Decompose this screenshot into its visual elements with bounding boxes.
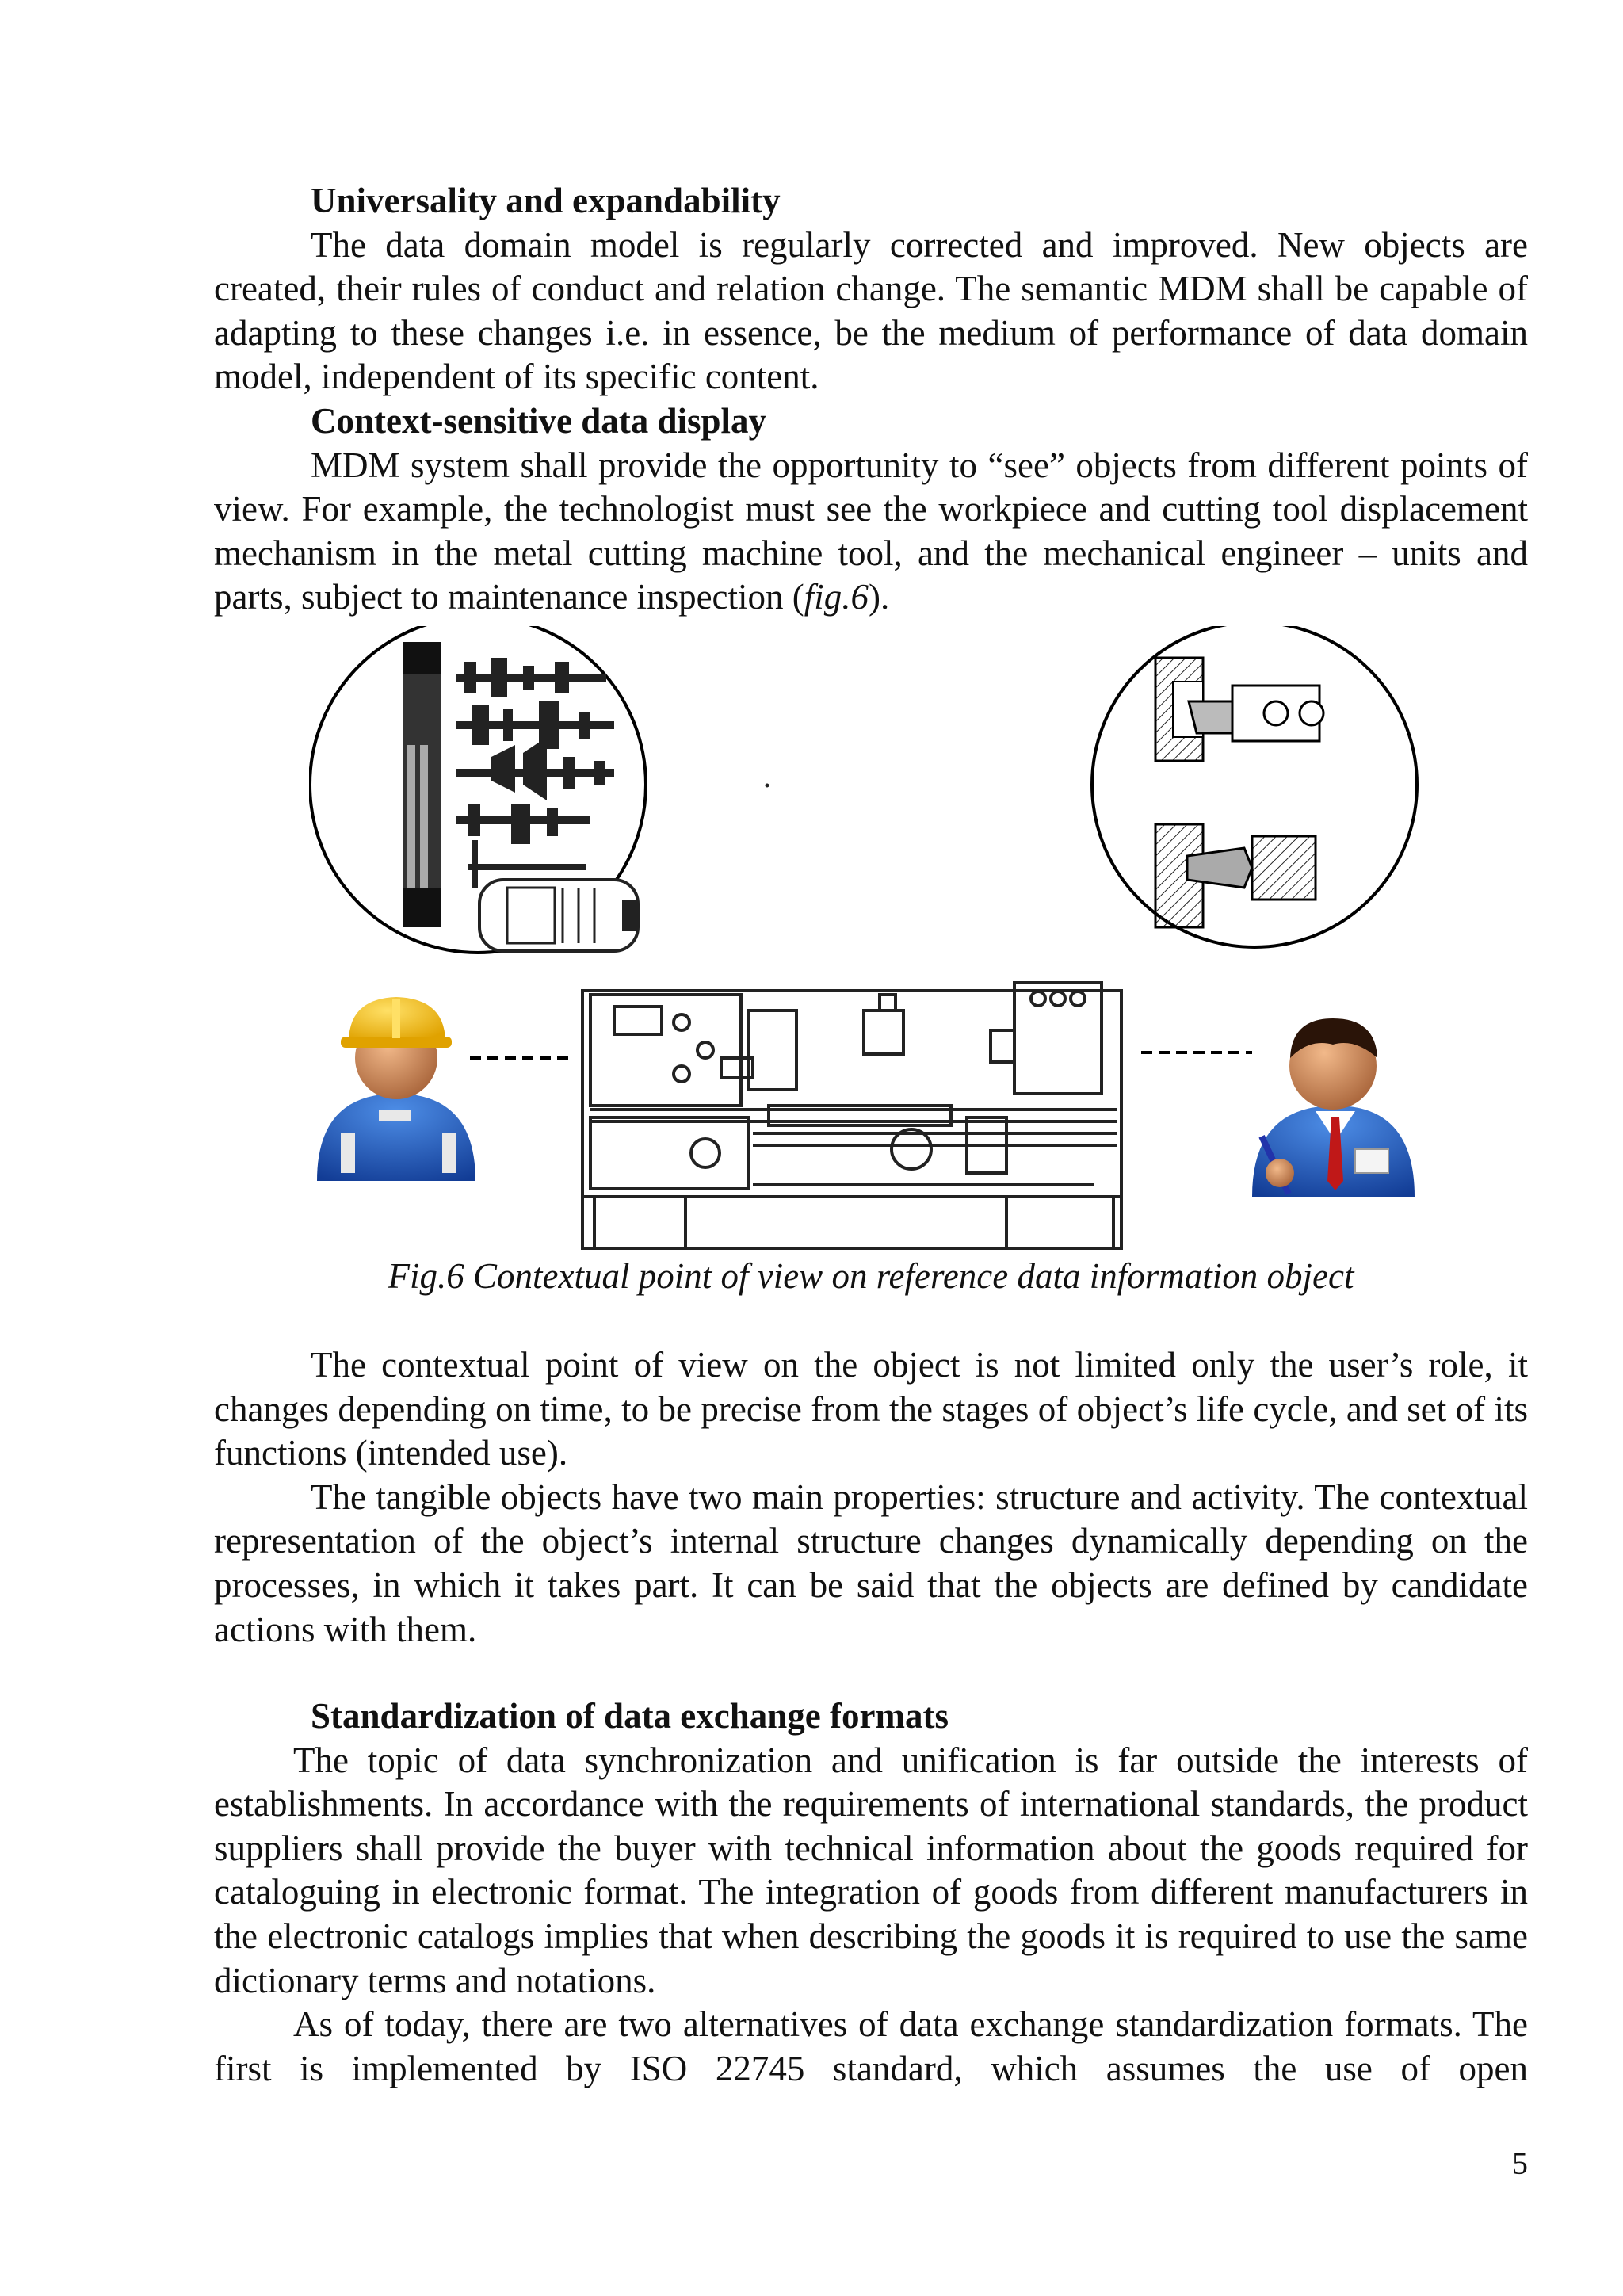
figure-reference: fig.6 <box>804 577 869 617</box>
heading-standardization: Standardization of data exchange formats <box>311 1696 949 1736</box>
text-block-bottom <box>214 1694 1528 2091</box>
paragraph-alternatives: As of today, there are two alternatives of data exchange standardization formats. The first is implemented by ISO 22745 standard, which assumes the use of open <box>214 2004 1528 2088</box>
paragraph-context-sensitive <box>214 444 1528 620</box>
figure-6-illustration <box>309 626 1419 1252</box>
figure-caption: Fig.6 Contextual point of view on reference data information object <box>388 1256 1354 1296</box>
lathe-machine-drawing <box>582 983 1121 1248</box>
engineer-avatar <box>1252 1018 1415 1197</box>
text-block-top <box>214 179 1528 620</box>
paragraph-context-end: ). <box>869 577 890 617</box>
paragraph-contextual-view: The contextual point of view on the object is not limited only the user’s role, it changes depending on time, to be precise from the stages of object’s life cycle, and set of its functions (intended use). <box>214 1345 1528 1473</box>
gearbox-detail-circle <box>310 626 646 953</box>
heading-context-sensitive: Context-sensitive data display <box>311 400 767 441</box>
paragraph-tangible-objects: The tangible objects have two main properties: structure and activity. The contextual representation of the object’s internal structure changes dynamically depending on the processes, in which it takes part. It can be said that the objects are defined by candidate actions with them. <box>214 1477 1528 1649</box>
text-block-middle <box>214 1343 1528 1652</box>
worker-avatar <box>317 997 475 1181</box>
cutting-tool-detail-circle <box>1092 626 1417 947</box>
heading-universality: Universality and expandability <box>311 181 781 220</box>
paragraph-context-text: MDM system shall provide the opportunity to “see” objects from different points of view. For example, the technologist must see the workpiece and cutting tool displacement mechanism in the metal cutting machine tool, and the mechanical engineer – units and parts, subject to maintenance inspection ( <box>214 445 1528 617</box>
paragraph-data-synchronization: The topic of data synchronization and unification is far outside the interests of establishments. In accordance with the requirements of international standards, the product suppliers shall provide the buyer with technical information about the goods required for cataloguing in electronic format. The integration of goods from different manufacturers in the electronic catalogs implies that when describing the goods it is required to use the same dictionary terms and notations. <box>214 1740 1528 2000</box>
page-number: 5 <box>1512 2145 1528 2181</box>
paragraph-universality: The data domain model is regularly corrected and improved. New objects are created, their rules of conduct and relation change. The semantic MDM shall be capable of adapting to these changes i.e. in essence, be the medium of performance of data domain model, independent of its specific content. <box>214 224 1528 397</box>
